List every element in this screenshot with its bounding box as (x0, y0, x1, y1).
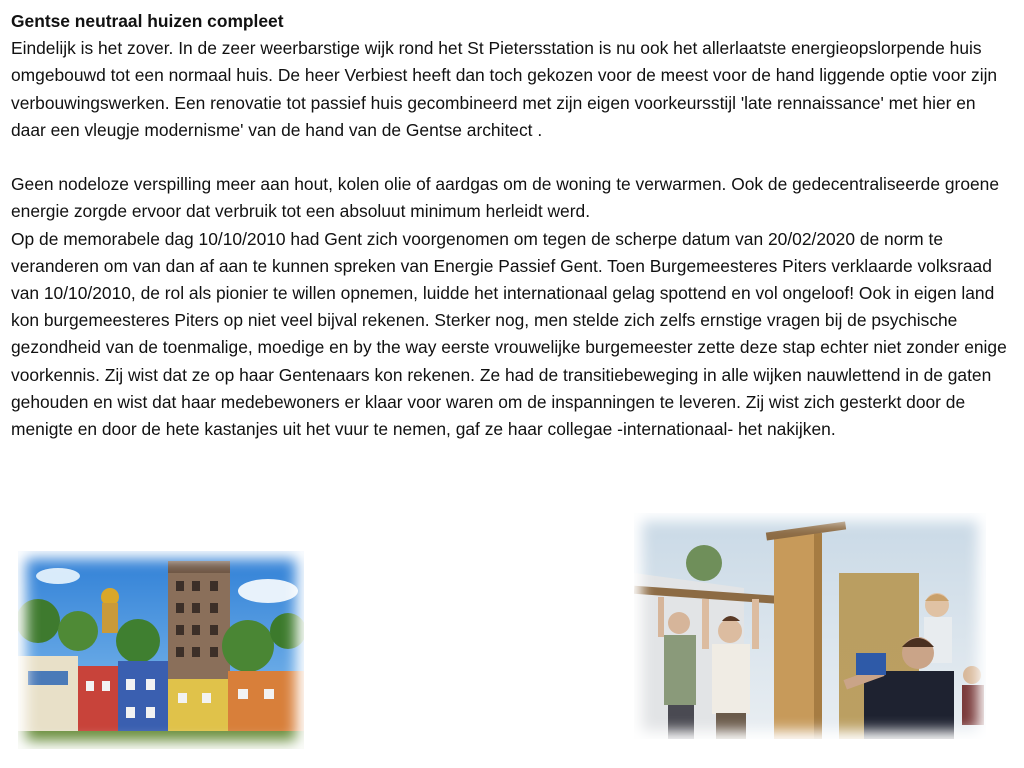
paragraph-spacer (11, 144, 1015, 171)
construction-illustration (634, 513, 986, 739)
buildings-illustration (18, 551, 304, 749)
colorful-buildings-photo (18, 551, 304, 749)
article-paragraph-2: Geen nodeloze verspilling meer aan hout, kolen olie of aardgas om de woning te verwarmen. Ook de gedecentraliseerde groene energie zorgde ervoor dat verbruik tot een absoluut minimum herleidt werd. (11, 174, 1000, 222)
article-paragraph-3: Op de memorabele dag 10/10/2010 had Gent zich voorgenomen om tegen de scherpe datum van 20/02/2020 de norm te veranderen om van dan af aan te kunnen spreken van Energie Passief Gent. Toen Burgemeesteres Piters verklaarde volksraad van 10/10/2010, de rol als pionier te willen opnemen, luidde het internationaal gelag spottend en vol ongeloof! Ook in eigen land kon burgemeesteres Piters op niet veel bijval rekenen. Sterker nog, men stelde zich zelfs ernstige vragen bij de psychische gezondheid van de toenmalige, moedige en by the way eerste vrouwelijke burgemeester zette deze stap echter niet zonder enige voorkennis. Zij wist dat ze op haar Gentenaars kon rekenen. Ze had de transitiebeweging in alle wijken nauwlettend in de gaten gehouden en wist dat haar medebewoners er klaar voor waren om de inspanningen te leveren. Zij wist zich gesterkt door de menigte en door de hete kastanjes uit het vuur te nemen, gaf ze haar collegae -internationaal- het nakijken. (11, 228, 1007, 440)
article-paragraph-1: Eindelijk is het zover. In de zeer weerbarstige wijk rond het St Pietersstation is nu ook het allerlaatste energieopslorpende huis omgebouwd tot een normaal huis. De heer Verbiest heeft dan toch gekozen voor de meest voor de hand liggende optie voor zijn verbouwingswerken. Een renovatie tot passief huis gecombineerd met zijn eigen voorkeursstijl 'late rennaissance' met hier en daar een vleugje modernisme' van de hand van de Gentse architect . (11, 38, 998, 140)
straw-bale-construction-photo (634, 513, 986, 739)
article-title: Gentse neutraal huizen compleet (11, 11, 284, 31)
article-text (11, 8, 1015, 443)
